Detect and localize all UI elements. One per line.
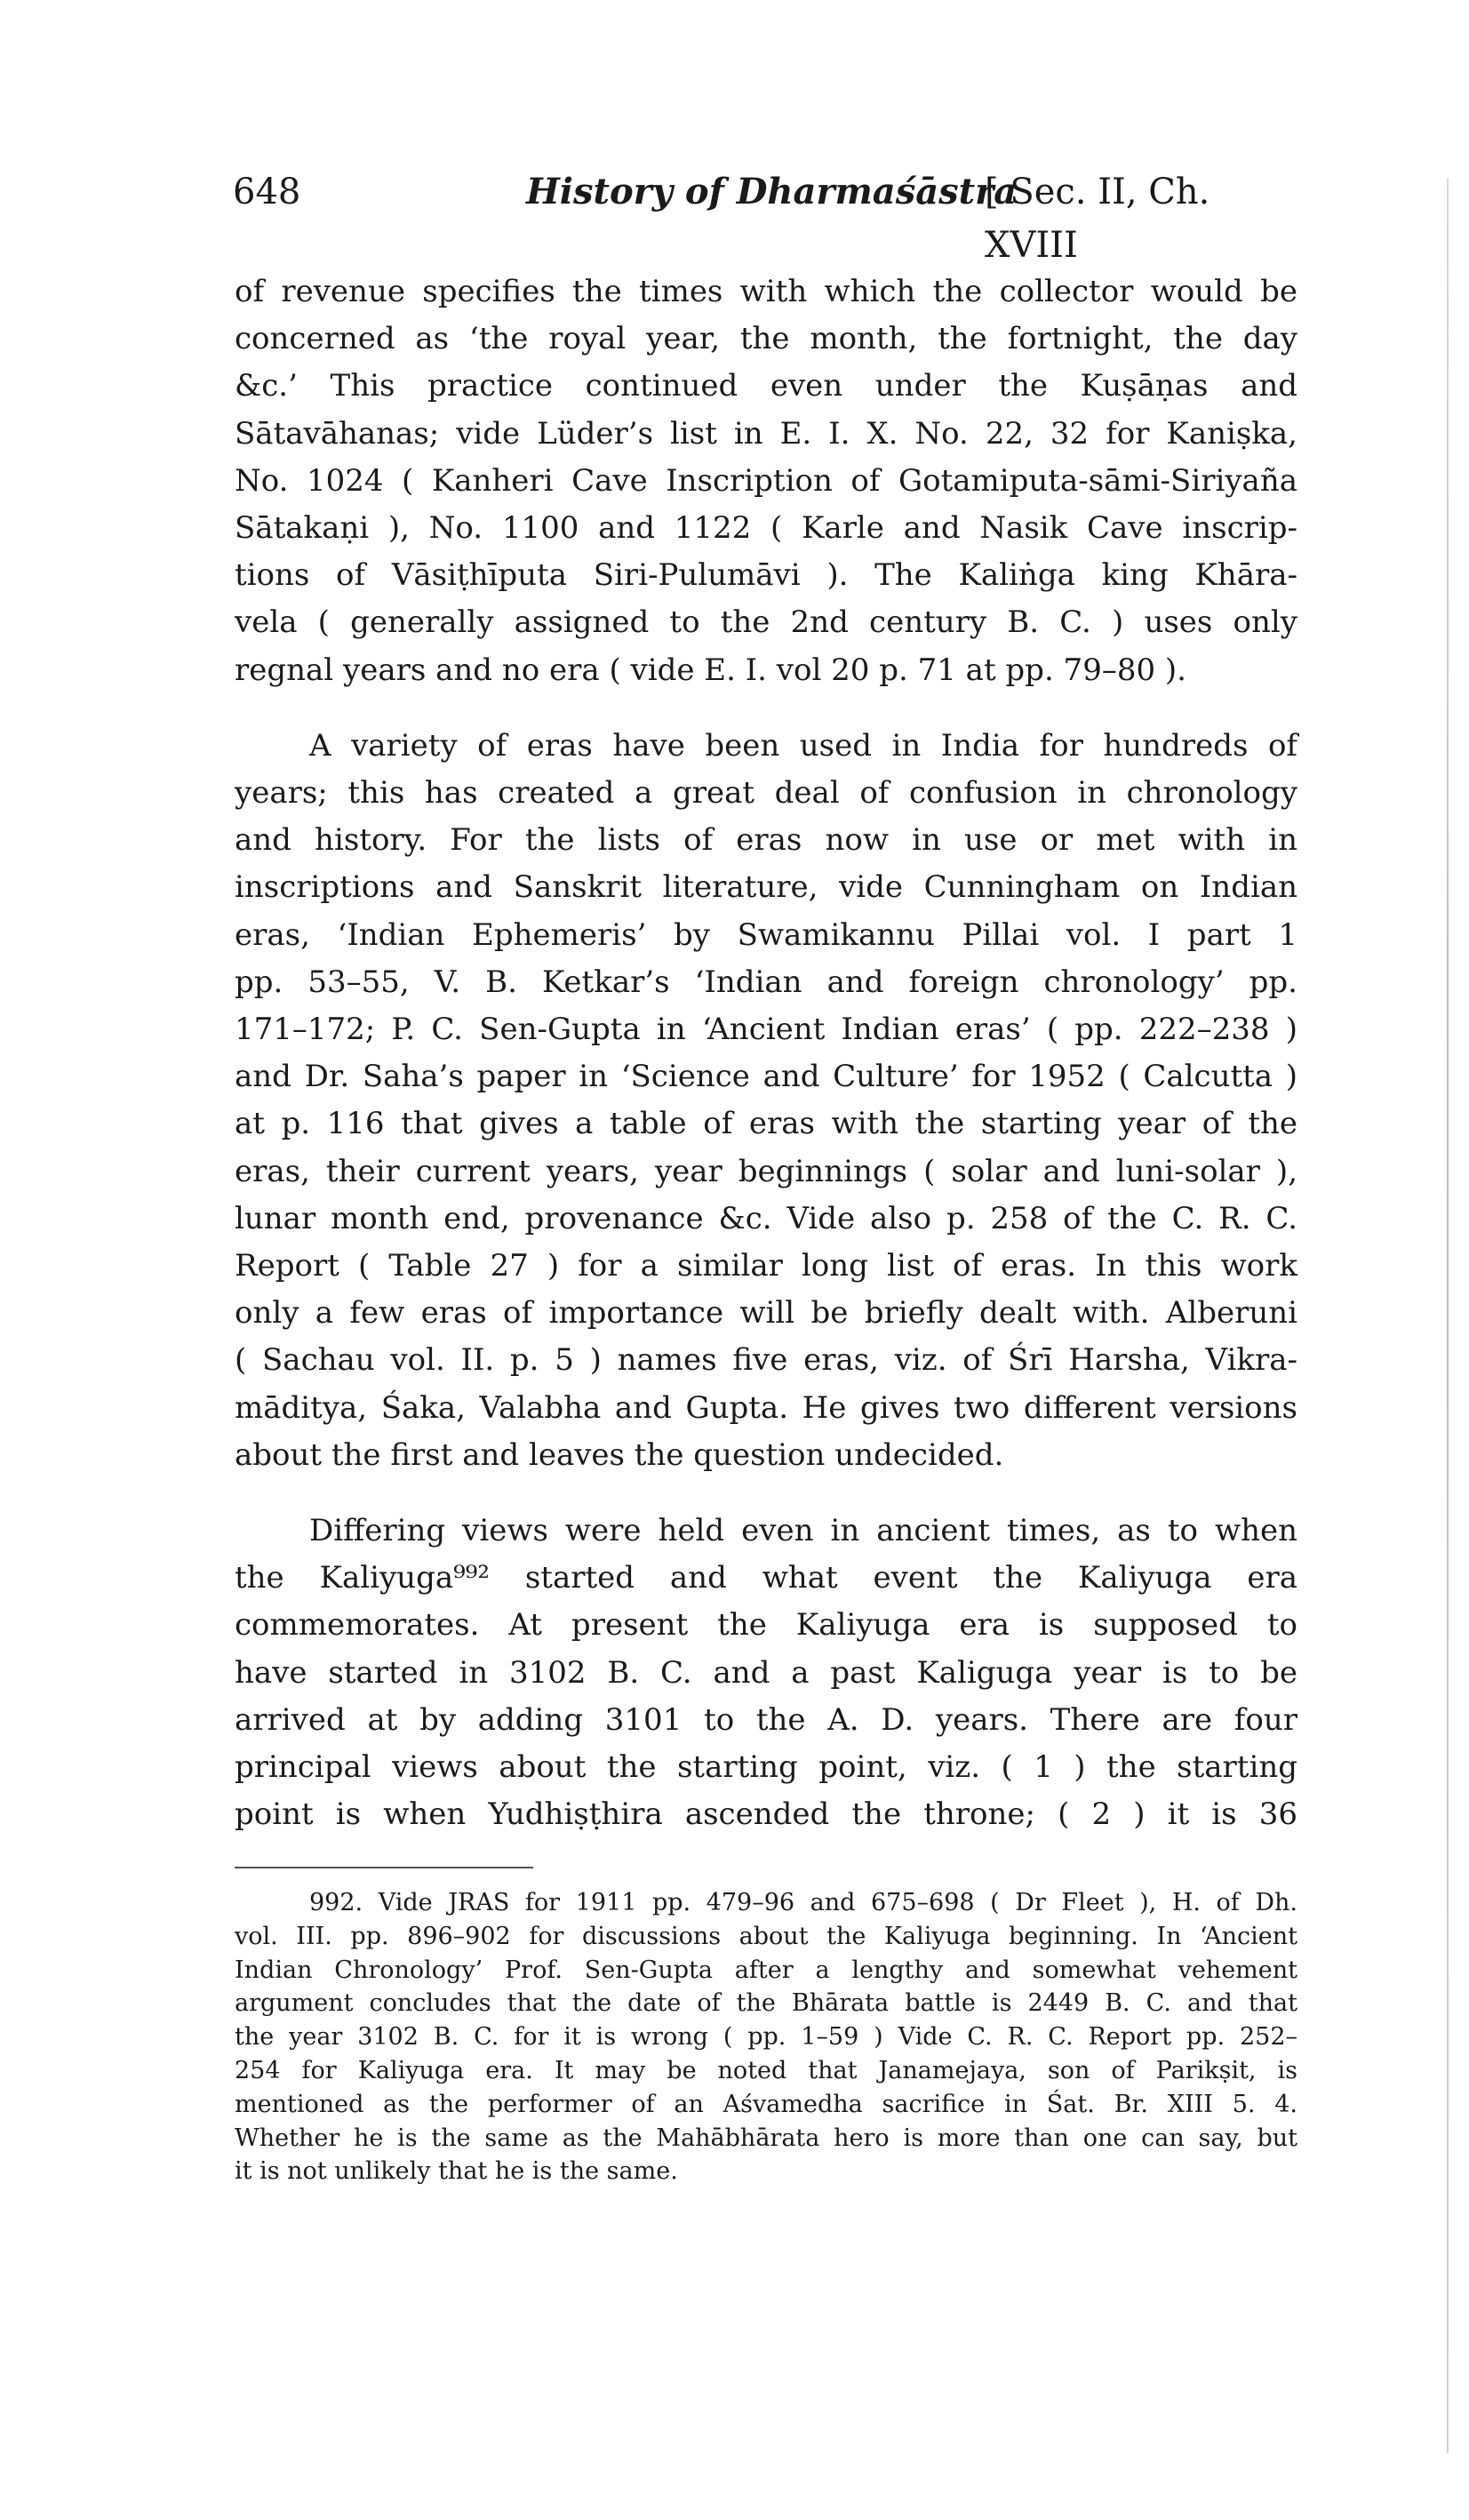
text-line: pp. 53–55, V. B. Ketkar’s ‘Indian and foreign chronology’ pp.: [235, 964, 1297, 1000]
text-line: the Kaliyuga⁹⁹² started and what event the Kaliyuga era: [235, 1560, 1297, 1596]
text-line: eras, their current years, year beginnings ( solar and luni-solar ),: [235, 1153, 1297, 1189]
paragraph-kaliyuga: [235, 1508, 1297, 1838]
paragraph-eras: [235, 723, 1297, 1479]
text-line: principal views about the starting point, viz. ( 1 ) the starting: [235, 1749, 1297, 1786]
text-line: 171–172; P. C. Sen-Gupta in ‘Ancient Indian eras’ ( pp. 222–238 ): [235, 1012, 1297, 1048]
text-line: Differing views were held even in ancient times, as to when: [309, 1513, 1297, 1549]
text-line: of revenue specifies the times with which the collector would be: [235, 274, 1297, 309]
text-line: and Dr. Saha’s paper in ‘Science and Culture’ for 1952 ( Calcutta ): [235, 1059, 1297, 1095]
text-line: regnal years and no era ( vide E. I. vol 20 p. 71 at pp. 79–80 ).: [235, 652, 1186, 688]
footnote-line: mentioned as the performer of an Aśvamedha sacrifice in Śat. Br. XIII 5. 4.: [235, 2090, 1297, 2118]
footnote-line: 992. Vide JRAS for 1911 pp. 479–96 and 675–698 ( Dr Fleet ), H. of Dh.: [309, 1889, 1297, 1916]
text-line: Sātakaṇi ), No. 1100 and 1122 ( Karle and Nasik Cave inscrip-: [235, 510, 1297, 547]
text-line: inscriptions and Sanskrit literature, vide Cunningham on Indian: [235, 869, 1297, 906]
section-reference: [ Sec. II, Ch. XVIII: [985, 172, 1210, 266]
text-line: only a few eras of importance will be briefly dealt with. Alberuni: [235, 1295, 1297, 1332]
text-line: at p. 116 that gives a table of eras with the starting year of the: [235, 1106, 1297, 1142]
footnote-line: argument concludes that the date of the Bhārata battle is 2449 B. C. and that: [235, 1989, 1297, 2018]
text-line: tions of Vāsiṭhīputa Siri-Pulumāvi ). The Kaliṅga king Khāra-: [235, 557, 1297, 594]
text-line: concerned as ‘the royal year, the month, the fortnight, the day: [235, 321, 1297, 357]
text-line: about the first and leaves the question undecided.: [235, 1436, 1004, 1473]
running-title: History of Dharmaśāstra: [526, 171, 1018, 212]
text-line: vela ( generally assigned to the 2nd century B. C. ) uses only: [235, 604, 1297, 641]
footnote-line: it is not unlikely that he is the same.: [235, 2157, 678, 2186]
footnote-992: [235, 1886, 1297, 2188]
footnote-line: 254 for Kaliyuga era. It may be noted that Janamejaya, son of Parikṣit, is: [235, 2056, 1297, 2084]
paragraph-revenue: [235, 268, 1297, 694]
footnote-line: the year 3102 B. C. for it is wrong ( pp. 1–59 ) Vide C. R. C. Report pp. 252–: [235, 2023, 1297, 2052]
text-line: years; this has created a great deal of confusion in chronology: [235, 775, 1297, 812]
body-text: [235, 268, 1297, 1839]
footnote-line: Whether he is the same as the Mahābhārata hero is more than one can say, but: [235, 2124, 1297, 2152]
footnote-line: Indian Chronology’ Prof. Sen-Gupta after a lengthy and somewhat vehement: [235, 1956, 1297, 1984]
page-number: 648: [233, 172, 301, 212]
text-line: &c.’ This practice continued even under the Kuṣāṇas and: [235, 368, 1297, 404]
footnote-separator: [235, 1867, 533, 1868]
footnote-line: vol. III. pp. 896–902 for discussions about the Kaliyuga beginning. In ‘Ancient: [235, 1922, 1297, 1950]
text-line: and history. For the lists of eras now in use or met with in: [235, 822, 1297, 859]
text-line: have started in 3102 B. C. and a past Kaliguga year is to be: [235, 1654, 1297, 1691]
text-line: ( Sachau vol. II. p. 5 ) names five eras, viz. of Śrī Harsha, Vikra-: [235, 1342, 1297, 1379]
text-line: point is when Yudhiṣṭhira ascended the throne; ( 2 ) it is 36: [235, 1796, 1297, 1833]
page-edge-line: [1447, 178, 1449, 2453]
text-line: Report ( Table 27 ) for a similar long list of eras. In this work: [235, 1248, 1297, 1284]
text-line: commemorates. At present the Kaliyuga era is supposed to: [235, 1607, 1297, 1644]
text-line: A variety of eras have been used in India for hundreds of: [309, 727, 1297, 764]
text-line: arrived at by adding 3101 to the A. D. years. There are four: [235, 1701, 1297, 1738]
page-header: [233, 165, 1308, 266]
text-line: No. 1024 ( Kanheri Cave Inscription of Gotamiputa-sāmi-Siriyaña: [235, 462, 1297, 499]
text-line: Sātavāhanas; vide Lüder’s list in E. I. X. No. 22, 32 for Kaniṣka,: [235, 415, 1297, 452]
text-line: māditya, Śaka, Valabha and Gupta. He gives two different versions: [235, 1389, 1297, 1426]
text-line: lunar month end, provenance &c. Vide also p. 258 of the C. R. C.: [235, 1200, 1297, 1236]
text-line: eras, ‘Indian Ephemeris’ by Swamikannu Pillai vol. I part 1: [235, 916, 1297, 953]
